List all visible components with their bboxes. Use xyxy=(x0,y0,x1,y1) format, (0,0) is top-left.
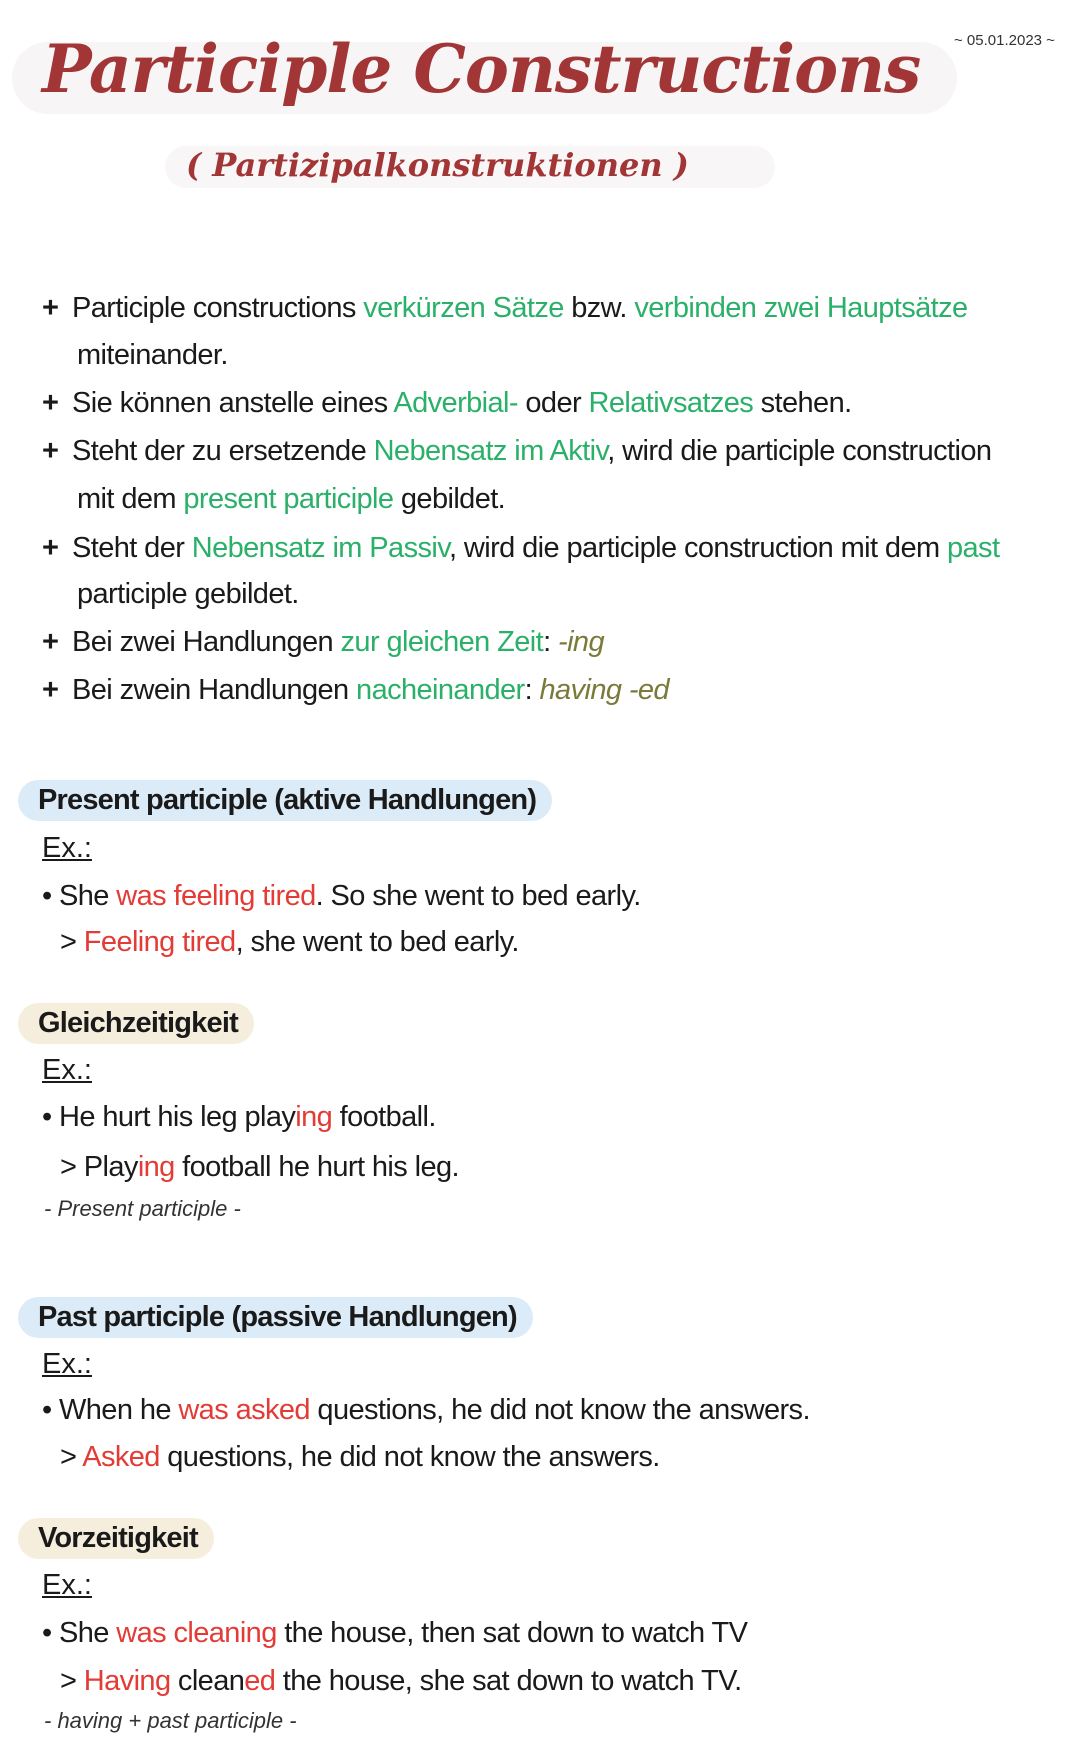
text-segment: Relativsatzes xyxy=(588,387,754,419)
section-note: - having + past participle - xyxy=(44,1708,297,1733)
text-segment: verkürzen Sätze xyxy=(363,292,564,324)
text-segment: questions, he did not know the answers. xyxy=(309,1394,810,1426)
text-segment: questions, he did not know the answers. xyxy=(159,1441,660,1473)
text-segment: oder xyxy=(517,387,589,419)
example-line xyxy=(60,1441,660,1474)
text-segment: miteinander. xyxy=(77,339,228,371)
plus-icon: + xyxy=(42,626,59,658)
text-segment: > xyxy=(60,1665,84,1697)
text-segment: ing xyxy=(295,1101,333,1133)
section-heading: Present participle (aktive Handlungen) xyxy=(18,780,552,821)
text-segment: Bei zwei Handlungen xyxy=(72,626,341,658)
text-segment: verbinden zwei Hauptsätze xyxy=(634,292,968,324)
plus-icon: + xyxy=(42,435,59,467)
example-line xyxy=(42,1101,436,1134)
text-segment: Steht der xyxy=(72,532,192,564)
bullet-line xyxy=(77,578,299,611)
text-segment: was feeling tired xyxy=(116,880,316,912)
bullet-line xyxy=(42,435,991,468)
page-subtitle: ( Partizipalkonstruktionen ) xyxy=(186,146,689,184)
text-segment: ed xyxy=(244,1665,276,1697)
bullet-line xyxy=(42,532,999,565)
example-line xyxy=(60,1151,459,1184)
bullet-line xyxy=(42,292,968,325)
example-label: Ex.: xyxy=(42,1054,92,1086)
page-title: Participle Constructions xyxy=(42,30,921,108)
text-segment: Asked xyxy=(82,1441,160,1473)
text-segment: • She xyxy=(42,880,117,912)
text-segment: • When he xyxy=(42,1394,179,1426)
example-label: Ex.: xyxy=(42,1348,92,1380)
example-line xyxy=(60,926,519,959)
plus-icon: + xyxy=(42,292,59,324)
text-segment: football he hurt his leg. xyxy=(174,1151,459,1183)
text-segment: present participle xyxy=(183,483,394,515)
bullet-line xyxy=(77,339,228,372)
plus-icon: + xyxy=(42,387,59,419)
text-segment: • She xyxy=(42,1617,117,1649)
text-segment: Nebensatz im Passiv xyxy=(191,532,449,564)
text-segment: clean xyxy=(170,1665,245,1697)
example-line xyxy=(42,1617,747,1650)
example-line xyxy=(42,880,641,913)
bullet-line xyxy=(42,626,604,659)
text-segment: > xyxy=(60,926,84,958)
section-note: - Present participle - xyxy=(44,1196,241,1221)
example-line xyxy=(60,1665,742,1698)
text-segment: Having xyxy=(83,1665,171,1697)
text-segment: Bei zwein Handlungen xyxy=(72,674,357,706)
text-segment: participle gebildet. xyxy=(77,578,299,610)
plus-icon: + xyxy=(42,532,59,564)
text-segment: nacheinander xyxy=(356,674,525,706)
text-segment: > xyxy=(60,1441,83,1473)
text-segment: . So she went to bed early. xyxy=(315,880,641,912)
text-segment: Nebensatz im Aktiv xyxy=(373,435,608,467)
example-line xyxy=(42,1394,810,1427)
text-segment: -ing xyxy=(558,626,604,658)
text-segment: > Play xyxy=(60,1151,138,1183)
text-segment: : xyxy=(524,674,540,706)
date: ~ 05.01.2023 ~ xyxy=(954,32,1055,49)
text-segment: Sie können anstelle eines xyxy=(72,387,394,419)
text-segment: bzw. xyxy=(563,292,635,324)
text-segment: , she went to bed early. xyxy=(235,926,519,958)
text-segment: Participle constructions xyxy=(72,292,364,324)
plus-icon: + xyxy=(42,674,59,706)
text-segment: having -ed xyxy=(539,674,669,706)
text-segment: Feeling tired xyxy=(83,926,236,958)
text-segment: ing xyxy=(137,1151,175,1183)
text-segment: : xyxy=(543,626,559,658)
example-label: Ex.: xyxy=(42,1569,92,1601)
text-segment: football. xyxy=(332,1101,436,1133)
text-segment: was asked xyxy=(178,1394,310,1426)
text-segment: stehen. xyxy=(753,387,852,419)
text-segment: , wird die participle construction mit dem xyxy=(448,532,947,564)
text-segment: the house, then sat down to watch TV xyxy=(276,1617,748,1649)
text-segment: zur gleichen Zeit xyxy=(340,626,544,658)
text-segment: , wird die participle construction xyxy=(607,435,992,467)
example-label: Ex.: xyxy=(42,832,92,864)
text-segment: was cleaning xyxy=(116,1617,277,1649)
text-segment: Steht der zu ersetzende xyxy=(72,435,374,467)
bullet-line xyxy=(77,483,505,516)
text-segment: • He hurt his leg play xyxy=(42,1101,296,1133)
section-heading: Gleichzeitigkeit xyxy=(18,1003,254,1044)
text-segment: gebildet. xyxy=(393,483,506,515)
text-segment: mit dem xyxy=(77,483,184,515)
text-segment: Adverbial- xyxy=(393,387,518,419)
text-segment: the house, she sat down to watch TV. xyxy=(275,1665,742,1697)
bullet-line xyxy=(42,674,669,707)
section-heading: Past participle (passive Handlungen) xyxy=(18,1297,533,1338)
bullet-line xyxy=(42,387,852,420)
section-heading: Vorzeitigkeit xyxy=(18,1518,214,1559)
text-segment: past xyxy=(946,532,1000,564)
